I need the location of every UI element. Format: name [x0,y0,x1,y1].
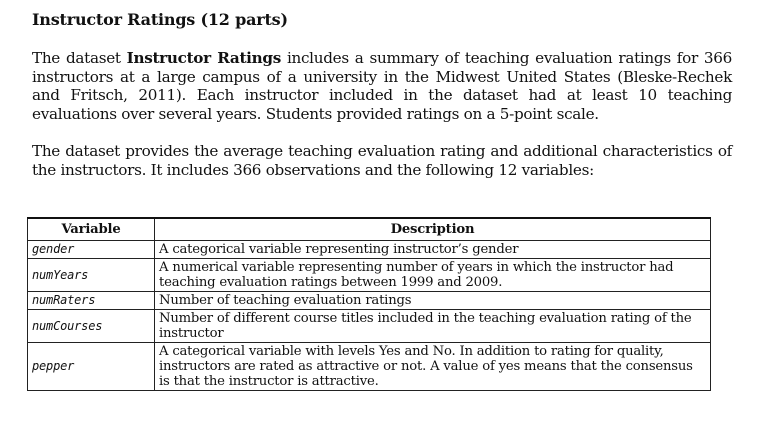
intro-text-start: The dataset [32,49,127,67]
variables-table [27,217,711,391]
description-cell: A numerical variable representing number of years in which the instructor had teaching evaluation ratings between 1999 and 2009. [155,259,711,292]
variable-cell: numRaters [28,292,155,310]
description-cell: A categorical variable representing instructor’s gender [155,241,711,259]
table-row [28,259,711,292]
description-header: Description [155,218,711,241]
table-row [28,343,711,391]
table-row [28,241,711,259]
variable-cell: pepper [28,343,155,391]
dataset-name: Instructor Ratings [126,49,281,67]
intro-paragraph [32,49,732,123]
variable-header: Variable [28,218,155,241]
variable-cell: numCourses [28,310,155,343]
dataset-description-paragraph: The dataset provides the average teaching evaluation rating and additional characteristics of the instructors. It includes 366 observations and the following 12 variables: [32,142,732,179]
description-cell: Number of teaching evaluation ratings [155,292,711,310]
table-row [28,310,711,343]
table-header-row [28,218,711,241]
description-cell: A categorical variable with levels Yes and No. In addition to rating for quality, instructors are rated as attractive or not. A value of yes means that the consensus is that the instructor is attractive. [155,343,711,391]
variable-cell: gender [28,241,155,259]
intro-text-end: includes a summary of teaching evaluation ratings for 366 instructors at a large campus of a university in the Midwest United States (Bleske-Rechek and Fritsch, 2011). Each instructor included in the dataset had at least 10 teaching evaluations over several years. Students provided ratings on a 5-point scale. [32,49,732,123]
description-cell: Number of different course titles included in the teaching evaluation rating of the instructor [155,310,711,343]
table-row [28,292,711,310]
page-title: Instructor Ratings (12 parts) [32,10,288,29]
variable-cell: numYears [28,259,155,292]
document-page [32,10,732,179]
